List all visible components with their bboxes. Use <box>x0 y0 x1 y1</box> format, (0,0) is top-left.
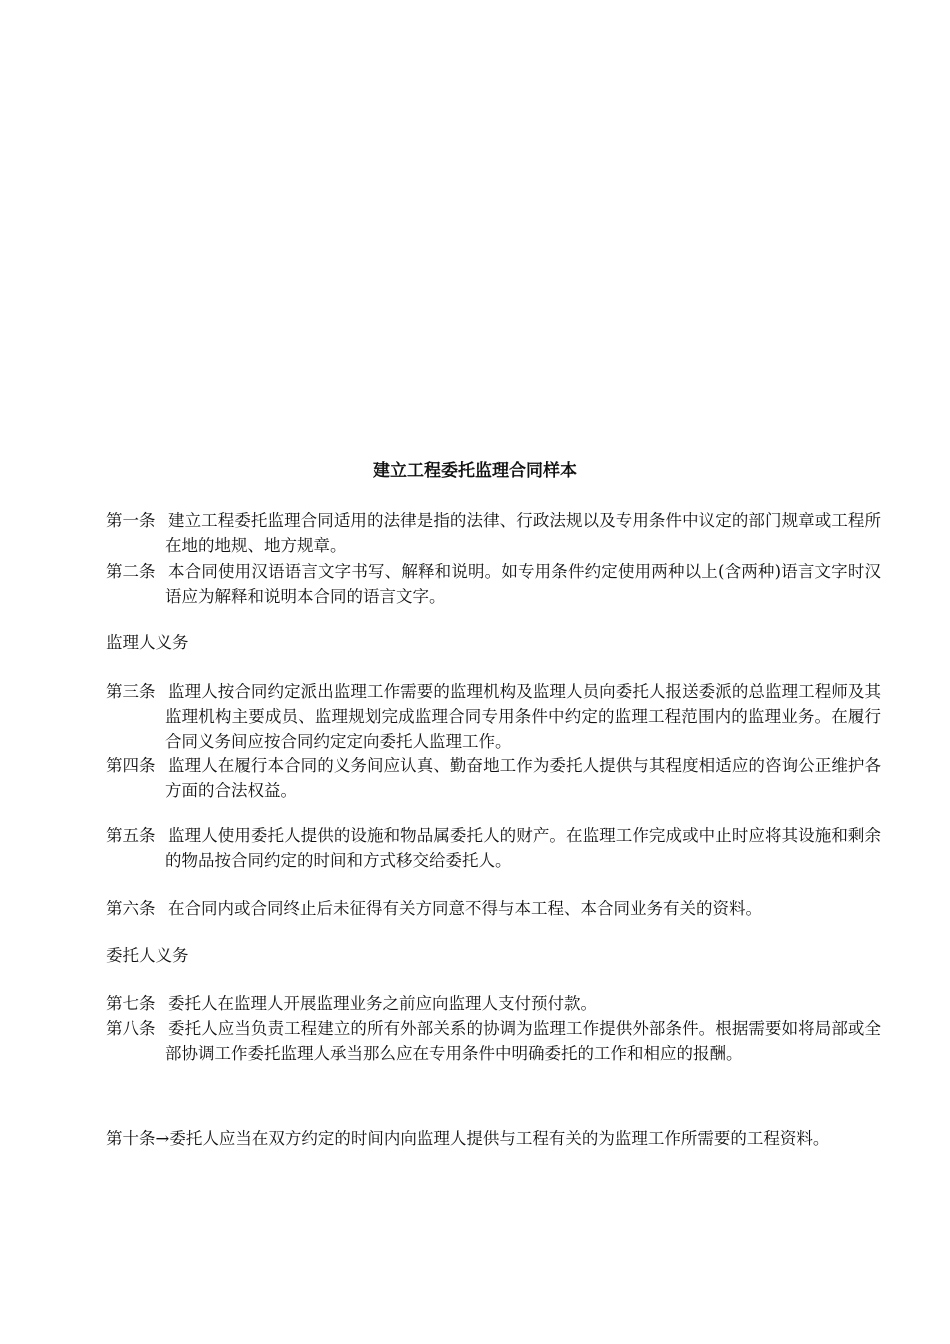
article-2 <box>106 559 881 609</box>
article-text: 监理人按合同约定派出监理工作需要的监理机构及监理人员向委托人报送委派的总监理工程师及其监理机构主要成员、监理规划完成监理合同专用条件中约定的监理工程范围内的监理业务。在履行合同义务间应按合同约定定向委托人监理工作。 <box>165 682 881 751</box>
article-label: 第六条 <box>106 899 156 918</box>
section-heading-client-duties: 委托人义务 <box>106 946 189 965</box>
article-10-paragraph: 第十条→委托人应当在双方约定的时间内向监理人提供与工程有关的为监理工作所需要的工程资料。 <box>106 1129 830 1148</box>
article-text: 建立工程委托监理合同适用的法律是指的法律、行政法规以及专用条件中议定的部门规章或工程所在地的地规、地方规章。 <box>165 511 881 555</box>
article-text: 在合同内或合同终止后未征得有关方同意不得与本工程、本合同业务有关的资料。 <box>168 899 762 918</box>
article-label: 第一条 <box>106 511 156 530</box>
article-text: 委托人应当负责工程建立的所有外部关系的协调为监理工作提供外部条件。根据需要如将局部或全部协调工作委托监理人承当那么应在专用条件中明确委托的工作和相应的报酬。 <box>165 1019 881 1063</box>
article-1 <box>106 508 881 558</box>
article-text: 委托人在监理人开展监理业务之前应向监理人支付预付款。 <box>168 994 597 1013</box>
document-title: 建立工程委托监理合同样本 <box>373 461 577 481</box>
article-label: 第七条 <box>106 994 156 1013</box>
section-heading-supervisor-duties: 监理人义务 <box>106 633 189 652</box>
article-label: 第四条 <box>106 756 156 775</box>
article-7 <box>106 991 881 1016</box>
article-text: 监理人在履行本合同的义务间应认真、勤奋地工作为委托人提供与其程度相适应的咨询公正维护各方面的合法权益。 <box>165 756 881 800</box>
article-4 <box>106 753 881 803</box>
article-text: 本合同使用汉语语言文字书写、解释和说明。如专用条件约定使用两种以上(含两种)语言文字时汉语应为解释和说明本合同的语言文字。 <box>165 562 881 606</box>
article-8 <box>106 1016 881 1066</box>
article-label: 第二条 <box>106 562 156 581</box>
article-text: 监理人使用委托人提供的设施和物品属委托人的财产。在监理工作完成或中止时应将其设施和剩余的物品按合同约定的时间和方式移交给委托人。 <box>165 826 881 870</box>
article-5 <box>106 823 881 873</box>
article-label: 第八条 <box>106 1019 156 1038</box>
article-6 <box>106 896 881 921</box>
article-3 <box>106 679 881 754</box>
article-label: 第三条 <box>106 682 156 701</box>
article-label: 第五条 <box>106 826 156 845</box>
